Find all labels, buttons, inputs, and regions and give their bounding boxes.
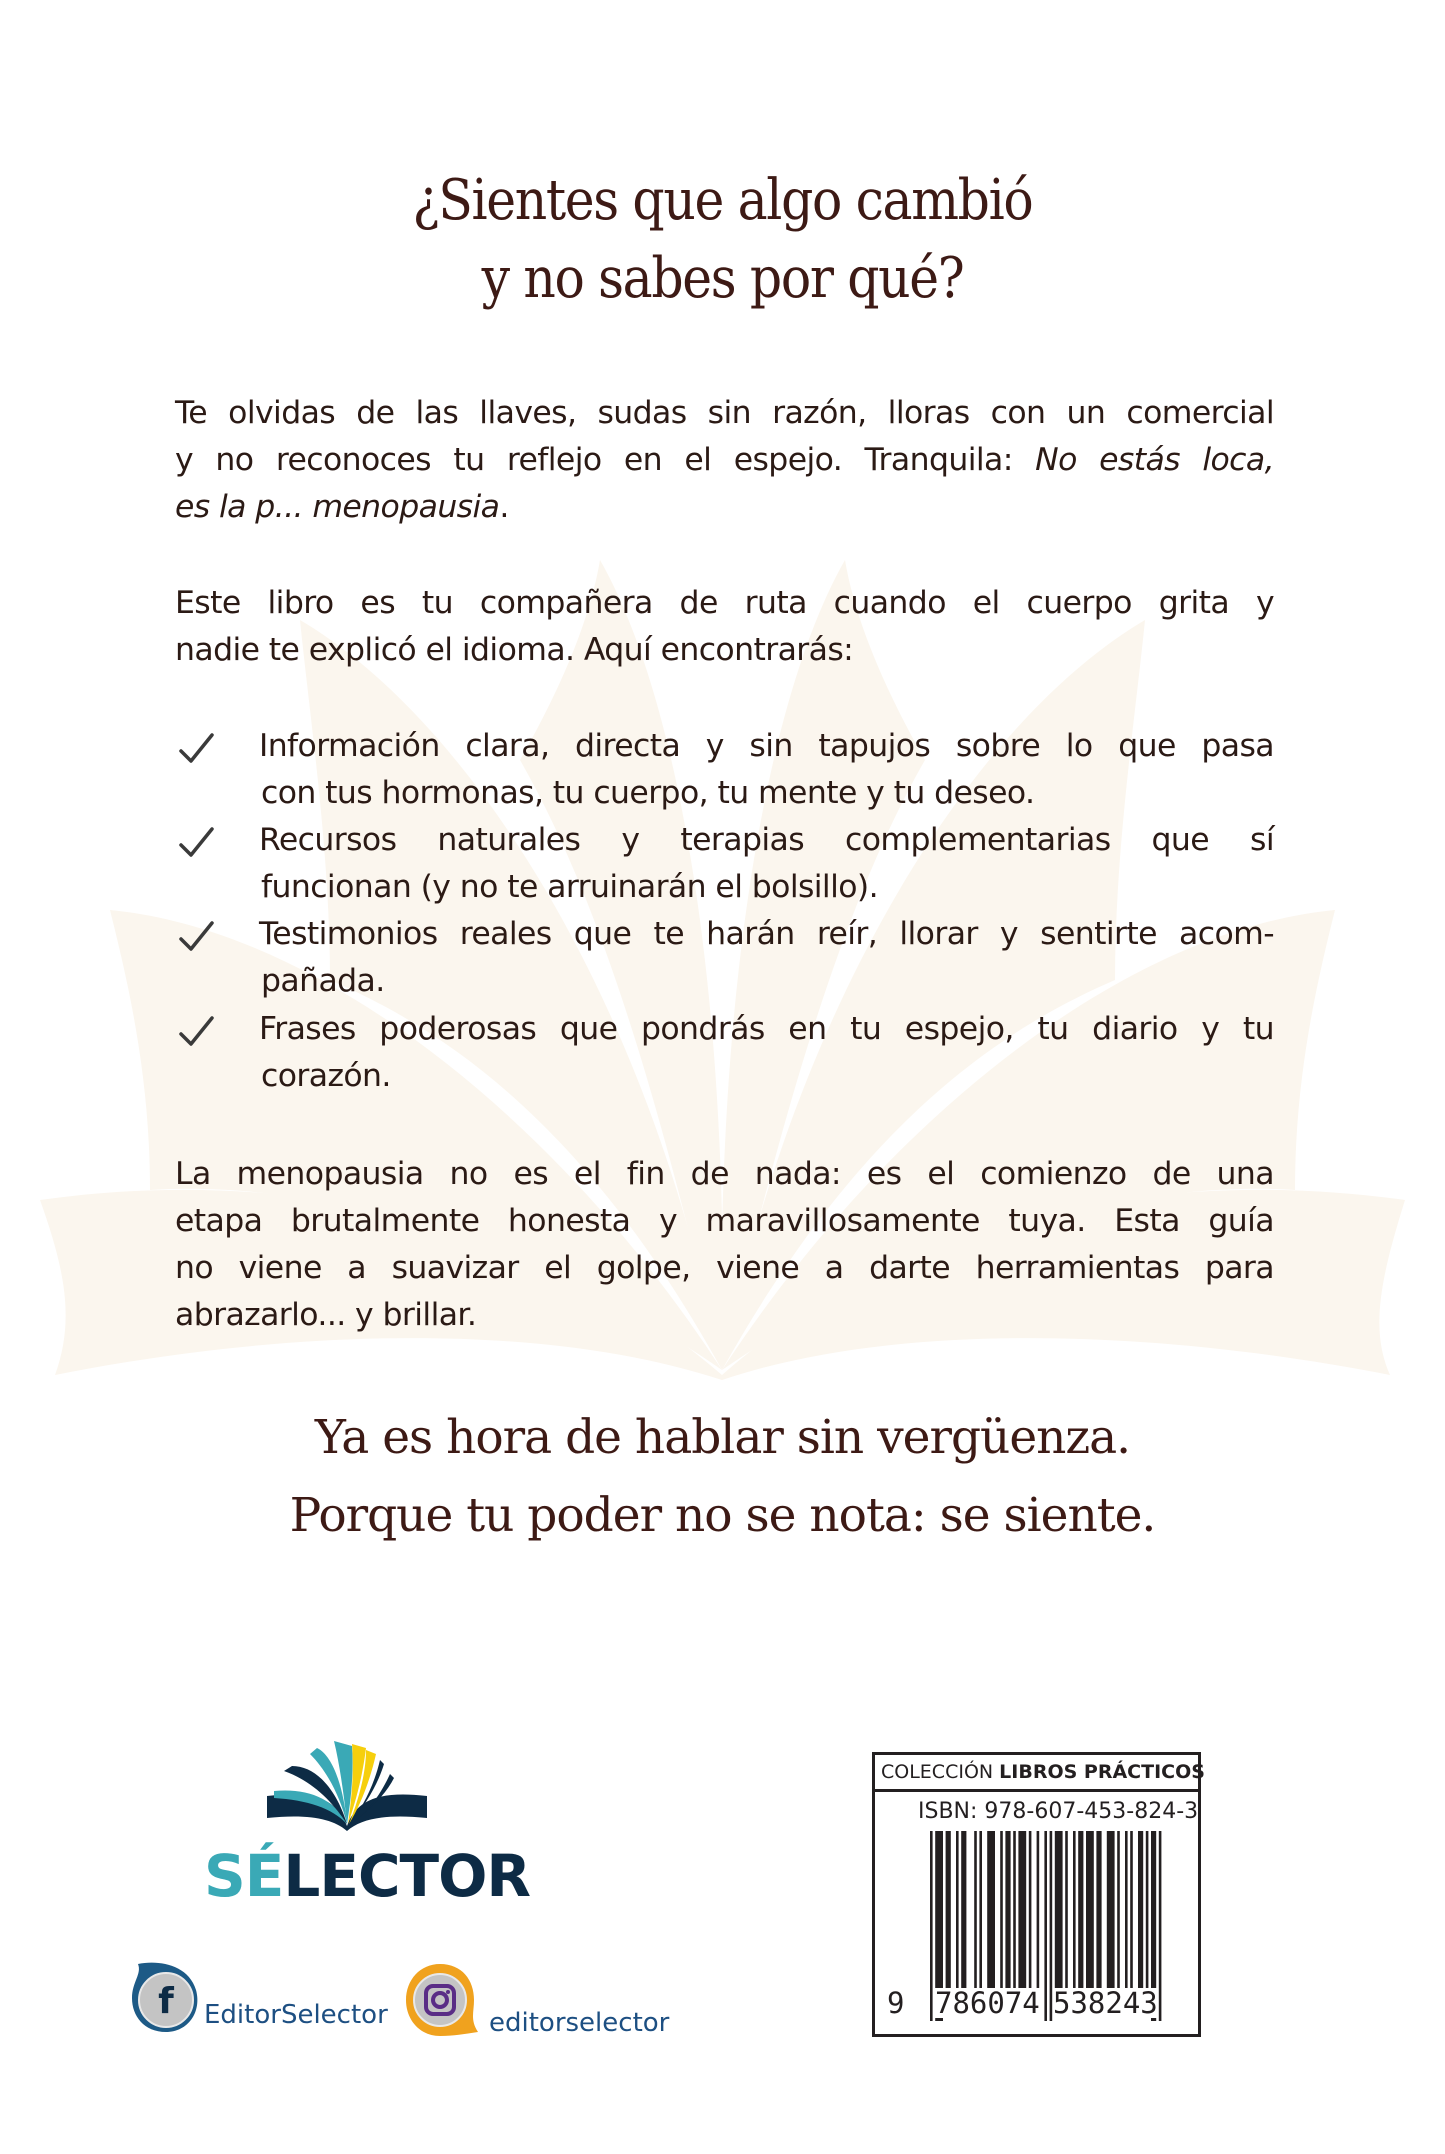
list-item-line-2: con tus hormonas, tu cuerpo, tu mente y tu deseo. [261,775,1035,811]
barcode-bar [1146,1831,1149,2009]
barcode-bar [1029,1831,1032,2009]
intro-italic-end: es la p... menopausia [175,489,500,525]
instagram-handle[interactable]: editorselector [489,2008,670,2038]
facebook-handle[interactable]: EditorSelector [204,2000,388,2030]
barcode-digit-first: 9 [887,1986,905,2020]
barcode-bar [987,1831,995,2009]
barcode-bar [1096,1831,1101,2009]
intro-line-1: Te olvidas de las llaves, sudas sin razón, lloras con un comercial [175,395,1274,431]
list-item-line-2: pañada. [261,963,385,999]
closing-line-2: Porque tu poder no se nota: se siente. [289,1488,1156,1543]
barcode-bar [1086,1831,1094,2009]
barcode-bar [1130,1831,1133,2009]
checkmark-icon [178,731,214,767]
collection-name: LIBROS PRÁCTICOS [999,1761,1205,1783]
list-item-line-1: Frases poderosas que pondrás en tu espejo, tu diario y tu [259,1011,1274,1047]
list-item-line-1: Testimonios reales que te harán reír, llorar y sentirte acom- [259,916,1274,952]
intro-text: y no reconoces tu reflejo en el espejo. Tranquila: [175,442,1036,478]
barcode-bar [1005,1831,1010,2009]
barcode-bar [930,1831,933,2021]
publisher-logo [204,1842,530,1910]
intro-italic: No estás loca, [1035,442,1274,478]
intro-period: . [499,489,509,525]
barcode-bar [1055,1831,1063,2009]
barcode-bar [1107,1831,1115,2009]
list-item-line-2: funcionan (y no te arruinarán el bolsillo). [261,869,879,905]
facebook-icon[interactable] [128,1960,204,2036]
barcode-bar [956,1831,959,2009]
book-intro-line-2: nadie te explicó el idioma. Aquí encontrarás: [175,632,854,668]
instagram-icon[interactable] [404,1962,484,2038]
barcode-bar [1159,1831,1162,2021]
svg-text:f: f [158,1981,174,2022]
barcode-bar [1044,1831,1047,2021]
checkmark-icon [178,825,214,861]
barcode-bar [1050,1831,1053,2021]
barcode-bar [1065,1831,1068,2009]
conclusion-line-4: abrazarlo... y brillar. [175,1297,477,1333]
barcode-bar [1117,1831,1120,2009]
barcode-bar [974,1831,977,2009]
barcode-bar [1013,1831,1016,2009]
intro-line-2 [175,437,1274,484]
barcode-bar [1078,1831,1083,2009]
isbn-barcode-block [872,1752,1205,2037]
barcode-digits-right: 538243 [1053,1986,1158,2020]
conclusion-line-2: etapa brutalmente honesta y maravillosamente tuya. Esta guía [175,1203,1274,1239]
list-item-line-2: corazón. [261,1058,391,1094]
isbn-number: ISBN: 978-607-453-824-3 [918,1799,1199,1824]
barcode-bar [1037,1831,1040,2009]
barcode-bar [1000,1831,1003,2009]
intro-line-3 [175,484,1274,531]
checkmark-icon [178,919,214,955]
barcode-bar [1138,1831,1143,2009]
list-item-line-1: Información clara, directa y sin tapujos sobre lo que pasa [259,728,1274,764]
barcode-bar [1018,1831,1026,2009]
book-logo-icon [262,1736,432,1836]
list-item-line-1: Recursos naturales y terapias complementarias que sí [259,822,1274,858]
barcode-bar [1073,1831,1076,2009]
logo-prefix: SÉ [204,1842,284,1910]
logo-suffix: LECTOR [283,1842,531,1910]
conclusion-line-3: no viene a suavizar el golpe, viene a darte herramientas para [175,1250,1274,1286]
barcode-bar [946,1831,951,2009]
checkmark-icon [178,1014,214,1050]
barcode-digits-left: 786074 [935,1986,1040,2020]
book-intro-line-1: Este libro es tu compañera de ruta cuando el cuerpo grita y [175,585,1274,621]
barcode-bar [979,1831,982,2009]
headline-line-2: y no sabes por qué? [481,246,964,311]
conclusion-line-1: La menopausia no es el fin de nada: es el comienzo de una [175,1156,1274,1192]
closing-line-1: Ya es hora de hablar sin vergüenza. [314,1410,1131,1465]
headline-line-1: ¿Sientes que algo cambió [412,168,1033,233]
collection-prefix: COLECCIÓN [881,1761,994,1783]
barcode-bar [961,1831,966,2009]
barcode-bar [1125,1831,1128,2009]
